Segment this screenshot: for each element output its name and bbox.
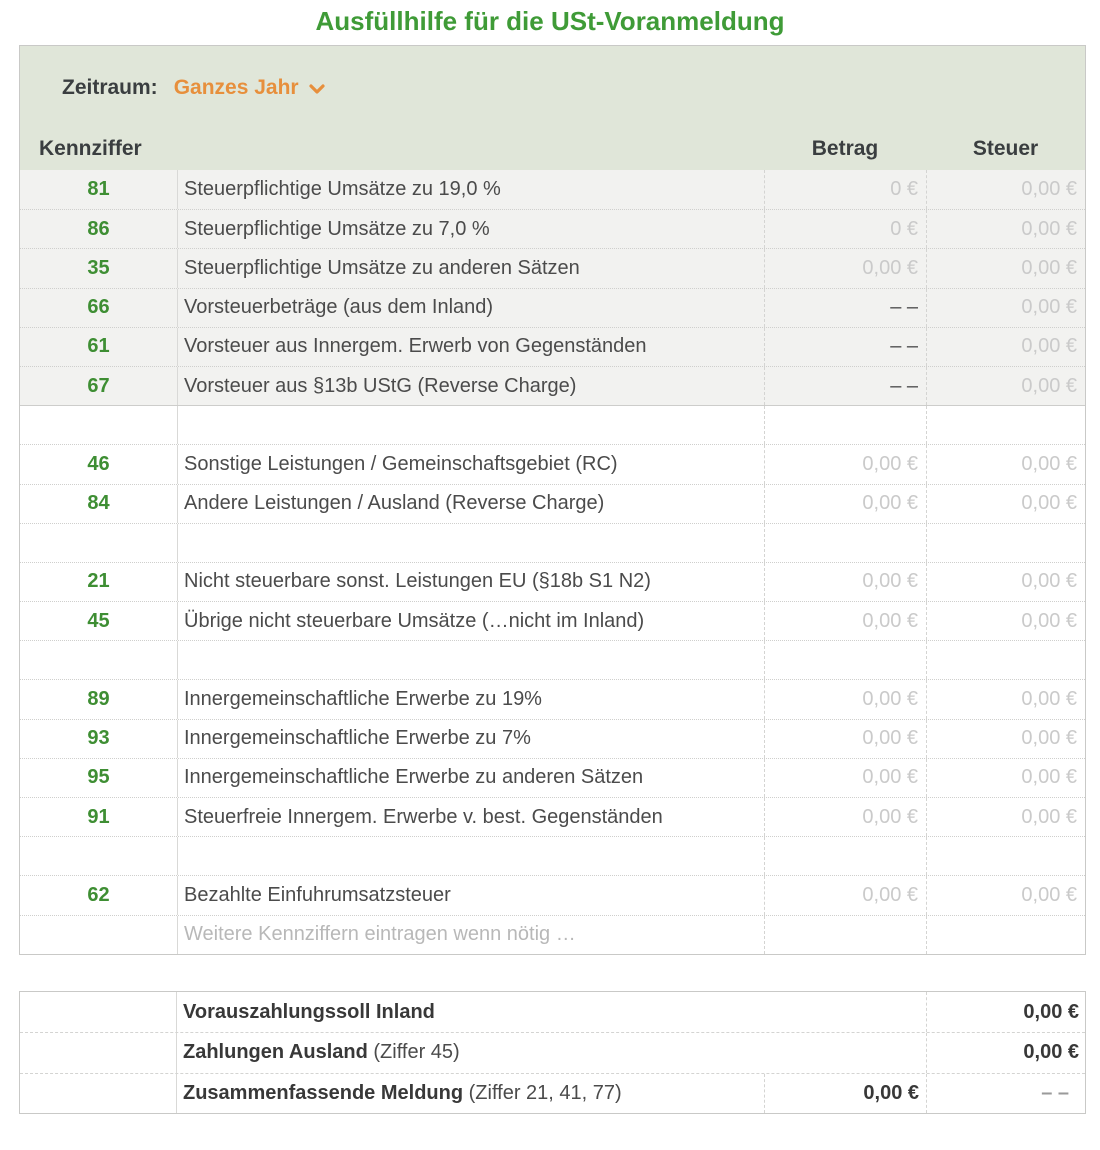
- table-row: [20, 209, 1085, 248]
- betrag-cell[interactable]: 0,00 €: [764, 720, 926, 758]
- kennziffer-code: 62: [87, 883, 110, 906]
- period-dropdown[interactable]: [174, 76, 325, 100]
- row-label: Vorsteuerbeträge (aus dem Inland): [177, 289, 764, 327]
- steuer-cell: [926, 641, 1085, 679]
- kennziffer-code: [20, 837, 177, 875]
- steuer-cell[interactable]: 0,00 €: [926, 876, 1085, 914]
- kennziffer-code: 91: [87, 805, 110, 828]
- chevron-down-icon: [309, 81, 325, 95]
- kennziffer-code: [20, 641, 177, 679]
- steuer-cell[interactable]: 0,00 €: [926, 210, 1085, 248]
- steuer-cell[interactable]: 0,00 €: [926, 759, 1085, 797]
- steuer-cell[interactable]: 0,00 €: [926, 798, 1085, 836]
- betrag-cell[interactable]: 0,00 €: [764, 876, 926, 914]
- kennziffer-code: [20, 524, 177, 562]
- kennziffer-code: 61: [87, 335, 110, 358]
- betrag-cell[interactable]: 0,00 €: [764, 249, 926, 287]
- table-row: [20, 836, 1085, 875]
- betrag-cell: [764, 916, 926, 954]
- kennziffer-code: 89: [87, 688, 110, 711]
- row-label: Steuerpflichtige Umsätze zu 19,0 %: [177, 170, 764, 209]
- row-label: Andere Leistungen / Ausland (Reverse Charge): [177, 485, 764, 523]
- summary-row: [20, 1073, 1085, 1113]
- steuer-cell: [926, 524, 1085, 562]
- summary-row: [20, 992, 1085, 1032]
- betrag-cell[interactable]: – –: [764, 289, 926, 327]
- row-label: Innergemeinschaftliche Erwerbe zu 7%: [177, 720, 764, 758]
- row-label: Innergemeinschaftliche Erwerbe zu anderen Sätzen: [177, 759, 764, 797]
- ust-helper-table: [19, 45, 1086, 955]
- hint-cell[interactable]: Weitere Kennziffern eintragen wenn nötig …: [177, 916, 764, 954]
- steuer-cell[interactable]: 0,00 €: [926, 367, 1085, 405]
- row-label: Nicht steuerbare sonst. Leistungen EU (§18b S1 N2): [177, 563, 764, 601]
- summary-steuer-value: – –: [926, 1074, 1085, 1113]
- steuer-cell: [926, 406, 1085, 444]
- row-label: [177, 837, 764, 875]
- page-title: Ausfüllhilfe für die USt-Voranmeldung: [315, 6, 785, 36]
- row-label: Übrige nicht steuerbare Umsätze (…nicht im Inland): [177, 602, 764, 640]
- steuer-cell[interactable]: 0,00 €: [926, 289, 1085, 327]
- kennziffer-code: 93: [87, 727, 110, 750]
- summary-table: [19, 991, 1086, 1114]
- summary-label: Zahlungen Ausland (Ziffer 45): [183, 1041, 460, 1064]
- betrag-cell: [764, 524, 926, 562]
- steuer-cell: [926, 837, 1085, 875]
- steuer-cell[interactable]: 0,00 €: [926, 563, 1085, 601]
- table-row: [20, 719, 1085, 758]
- kennziffer-code: [20, 916, 177, 954]
- row-label: Bezahlte Einfuhrumsatzsteuer: [177, 876, 764, 914]
- summary-label: Vorauszahlungssoll Inland: [183, 1000, 435, 1023]
- summary-empty-cell: [20, 992, 177, 1032]
- betrag-cell[interactable]: 0,00 €: [764, 445, 926, 483]
- table-row: [20, 915, 1085, 954]
- summary-betrag-value: 0,00 €: [764, 1074, 926, 1113]
- steuer-cell: [926, 916, 1085, 954]
- column-header-kennziffer: Kennziffer: [39, 137, 142, 160]
- summary-steuer-value: 0,00 €: [926, 1033, 1085, 1072]
- summary-empty-cell: [20, 1033, 177, 1072]
- row-label: Steuerfreie Innergem. Erwerbe v. best. Gegenständen: [177, 798, 764, 836]
- kennziffer-code: [20, 406, 177, 444]
- betrag-cell[interactable]: 0,00 €: [764, 798, 926, 836]
- table-row: [20, 601, 1085, 640]
- period-label: Zeitraum:: [62, 76, 158, 99]
- betrag-cell[interactable]: 0 €: [764, 210, 926, 248]
- steuer-cell[interactable]: 0,00 €: [926, 680, 1085, 718]
- betrag-cell[interactable]: 0,00 €: [764, 485, 926, 523]
- table-row: [20, 288, 1085, 327]
- kennziffer-code: 45: [87, 609, 110, 632]
- row-label: Vorsteuer aus Innergem. Erwerb von Gegenständen: [177, 328, 764, 366]
- steuer-cell[interactable]: 0,00 €: [926, 720, 1085, 758]
- summary-label: Zusammenfassende Meldung (Ziffer 21, 41, 77): [183, 1081, 622, 1104]
- steuer-cell[interactable]: 0,00 €: [926, 328, 1085, 366]
- table-row: [20, 523, 1085, 562]
- betrag-cell: [764, 406, 926, 444]
- main-table-rows: [20, 170, 1085, 954]
- betrag-cell[interactable]: 0,00 €: [764, 759, 926, 797]
- summary-row: [20, 1032, 1085, 1072]
- table-row: [20, 758, 1085, 797]
- table-row: [20, 875, 1085, 914]
- kennziffer-code: 67: [87, 374, 110, 397]
- table-row: [20, 405, 1085, 444]
- steuer-cell[interactable]: 0,00 €: [926, 170, 1085, 209]
- column-headers: [20, 137, 1085, 170]
- row-label: [177, 641, 764, 679]
- kennziffer-code: 46: [87, 452, 110, 475]
- table-row: [20, 248, 1085, 287]
- table-row: [20, 640, 1085, 679]
- betrag-cell[interactable]: 0,00 €: [764, 602, 926, 640]
- row-label: Steuerpflichtige Umsätze zu anderen Sätzen: [177, 249, 764, 287]
- table-row: [20, 170, 1085, 209]
- steuer-cell[interactable]: 0,00 €: [926, 249, 1085, 287]
- steuer-cell[interactable]: 0,00 €: [926, 485, 1085, 523]
- summary-steuer-value: 0,00 €: [926, 992, 1085, 1032]
- table-row: [20, 366, 1085, 405]
- kennziffer-code: 21: [87, 570, 110, 593]
- betrag-cell[interactable]: – –: [764, 328, 926, 366]
- row-label: Innergemeinschaftliche Erwerbe zu 19%: [177, 680, 764, 718]
- betrag-cell[interactable]: 0,00 €: [764, 680, 926, 718]
- table-row: [20, 797, 1085, 836]
- period-row: [20, 46, 1085, 100]
- betrag-cell: [764, 837, 926, 875]
- steuer-cell[interactable]: 0,00 €: [926, 602, 1085, 640]
- table-row: [20, 444, 1085, 483]
- table-row: [20, 679, 1085, 718]
- table-header-area: [20, 46, 1085, 170]
- kennziffer-code: 95: [87, 766, 110, 789]
- row-label: Vorsteuer aus §13b UStG (Reverse Charge): [177, 367, 764, 405]
- row-label: Steuerpflichtige Umsätze zu 7,0 %: [177, 210, 764, 248]
- summary-empty-cell: [20, 1074, 177, 1113]
- row-label: [177, 524, 764, 562]
- column-header-betrag: Betrag: [811, 137, 879, 160]
- kennziffer-code: 86: [87, 217, 110, 240]
- kennziffer-code: 84: [87, 492, 110, 515]
- row-label: Sonstige Leistungen / Gemeinschaftsgebiet (RC): [177, 445, 764, 483]
- row-label: [177, 406, 764, 444]
- kennziffer-code: 35: [87, 256, 110, 279]
- kennziffer-code: 81: [87, 178, 110, 201]
- betrag-cell[interactable]: – –: [764, 367, 926, 405]
- betrag-cell: [764, 641, 926, 679]
- table-row: [20, 327, 1085, 366]
- betrag-cell[interactable]: 0 €: [764, 170, 926, 209]
- period-dropdown-value: Ganzes Jahr: [173, 76, 299, 99]
- column-header-steuer: Steuer: [972, 137, 1039, 160]
- table-row: [20, 562, 1085, 601]
- steuer-cell[interactable]: 0,00 €: [926, 445, 1085, 483]
- betrag-cell[interactable]: 0,00 €: [764, 563, 926, 601]
- table-row: [20, 484, 1085, 523]
- kennziffer-code: 66: [87, 296, 110, 319]
